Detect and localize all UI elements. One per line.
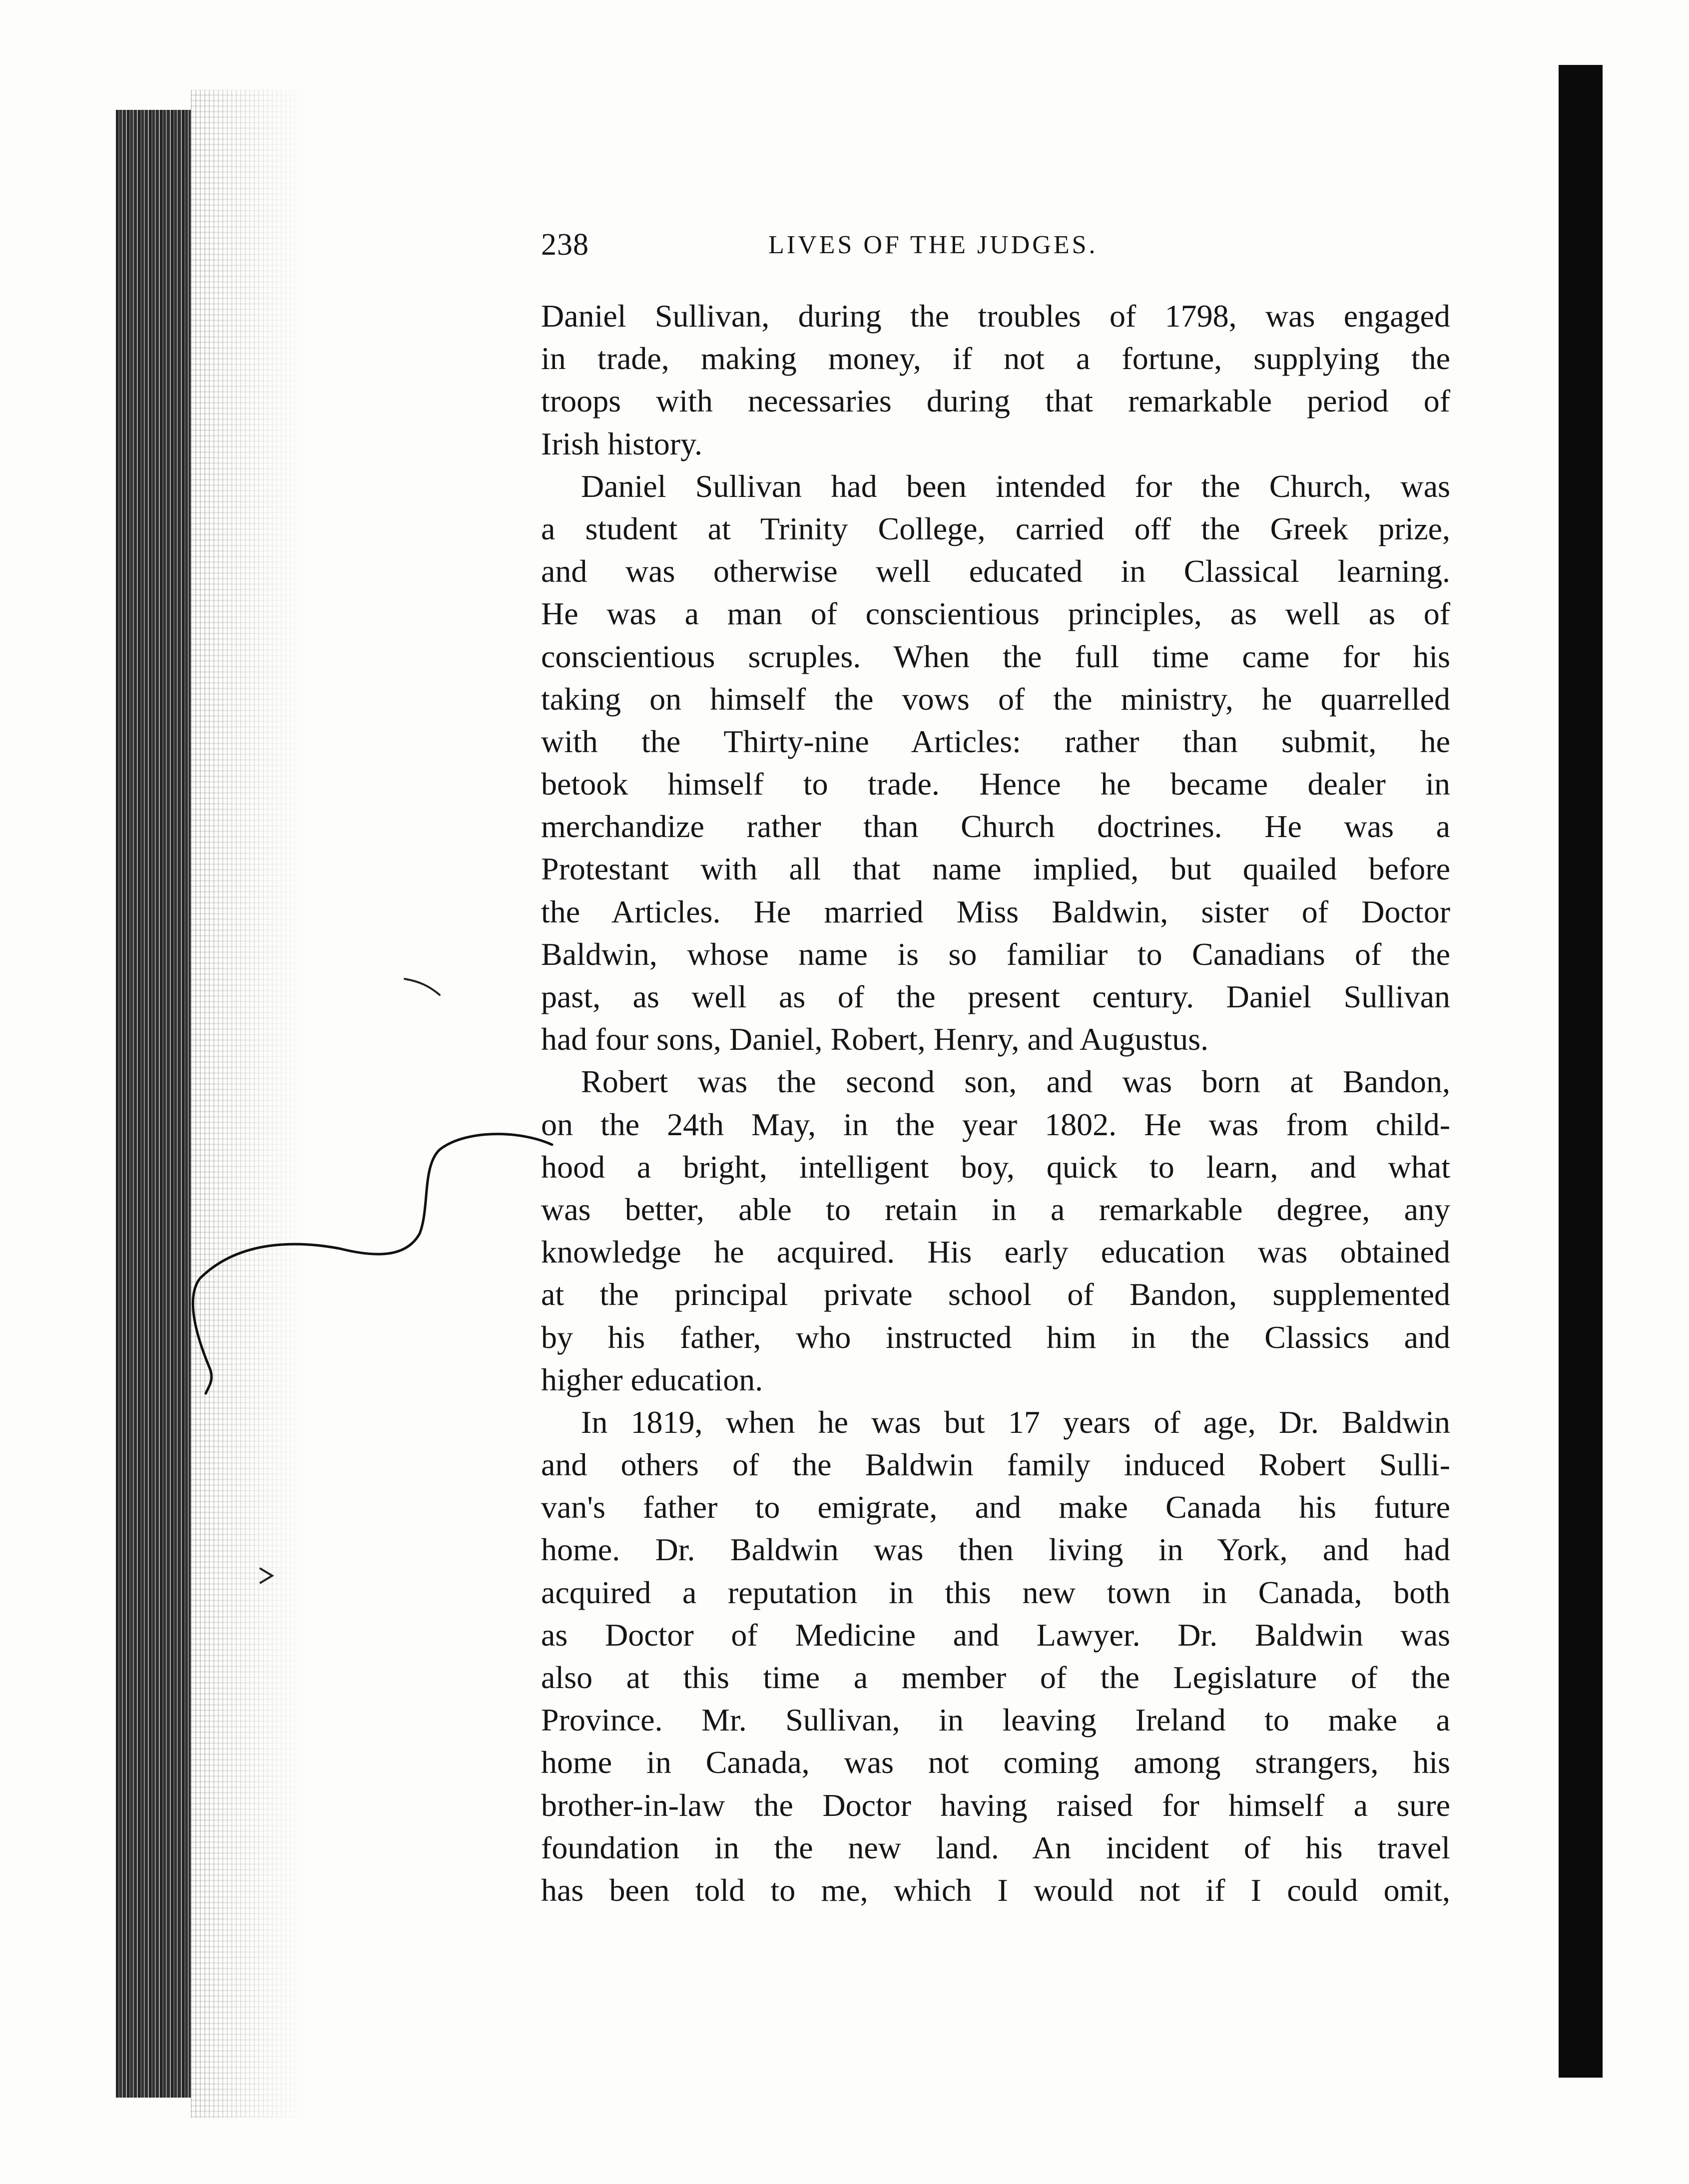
page-header [541,227,1490,267]
text-line: was better, able to retain in a remarkable degree, any [541,1191,1450,1227]
text-line: at the principal private school of Bandon, supplemented [541,1277,1450,1312]
text-line: foundation in the new land. An incident of his travel [541,1829,1450,1865]
text-line: home in Canada, was not coming among strangers, his [541,1745,1450,1780]
text-line: Baldwin, whose name is so familiar to Canadians of the [541,936,1450,972]
text-line: Daniel Sullivan, during the troubles of 1798, was engaged [541,298,1450,334]
text-line: and others of the Baldwin family induced Robert Sulli- [541,1447,1450,1483]
text-line: taking on himself the vows of the ministry, he quarrelled [541,681,1450,717]
paragraph-start-line: In 1819, when he was but 17 years of age, Dr. Baldwin [581,1404,1450,1440]
text-line: brother-in-law the Doctor having raised for himself a sure [541,1787,1450,1823]
text-line: higher education. [541,1361,763,1397]
text-line: Irish history. [541,426,702,461]
text-line: has been told to me, which I would not if I could omit, [541,1872,1450,1908]
text-line: Province. Mr. Sullivan, in leaving Ireland to make a [541,1702,1450,1738]
text-line: knowledge he acquired. His early education was obtained [541,1234,1450,1270]
text-line: on the 24th May, in the year 1802. He was from child- [541,1106,1450,1142]
binding-shadow [191,90,306,2118]
paragraph-start-line: Robert was the second son, and was born at Bandon, [581,1064,1450,1100]
text-line: past, as well as of the present century. Daniel Sullivan [541,979,1450,1014]
text-line: by his father, who instructed him in the Classics and [541,1319,1450,1355]
text-line: van's father to emigrate, and make Canada his future [541,1489,1450,1525]
text-line: Protestant with all that name implied, but quailed before [541,851,1450,887]
text-line: hood a bright, intelligent boy, quick to learn, and what [541,1149,1450,1185]
text-line: He was a man of conscientious principles, as well as of [541,596,1450,632]
book-binding-edge [116,110,191,2098]
text-line: merchandize rather than Church doctrines. He was a [541,809,1450,845]
text-line: and was otherwise well educated in Classical learning. [541,553,1450,589]
text-line: acquired a reputation in this new town in Canada, both [541,1574,1450,1610]
text-line: the Articles. He married Miss Baldwin, sister of Doctor [541,893,1450,929]
text-line: as Doctor of Medicine and Lawyer. Dr. Baldwin was [541,1617,1450,1653]
text-line: betook himself to trade. Hence he became dealer in [541,766,1450,802]
text-line: troops with necessaries during that remarkable period of [541,383,1450,419]
page-number: 238 [541,228,589,262]
page-edge-bar [1559,65,1603,2078]
body-text [541,295,1450,1911]
running-head: LIVES OF THE JUDGES. [768,231,1098,259]
text-line: with the Thirty-nine Articles: rather than submit, he [541,723,1450,759]
text-line: home. Dr. Baldwin was then living in York, and had [541,1532,1450,1568]
text-line: in trade, making money, if not a fortune, supplying the [541,341,1450,377]
paragraph-start-line: Daniel Sullivan had been intended for the Church, was [581,468,1450,504]
text-line: a student at Trinity College, carried off the Greek prize, [541,510,1450,546]
text-line: also at this time a member of the Legislature of the [541,1660,1450,1695]
text-line: had four sons, Daniel, Robert, Henry, and Augustus. [541,1021,1209,1057]
text-line: conscientious scruples. When the full time came for his [541,638,1450,674]
